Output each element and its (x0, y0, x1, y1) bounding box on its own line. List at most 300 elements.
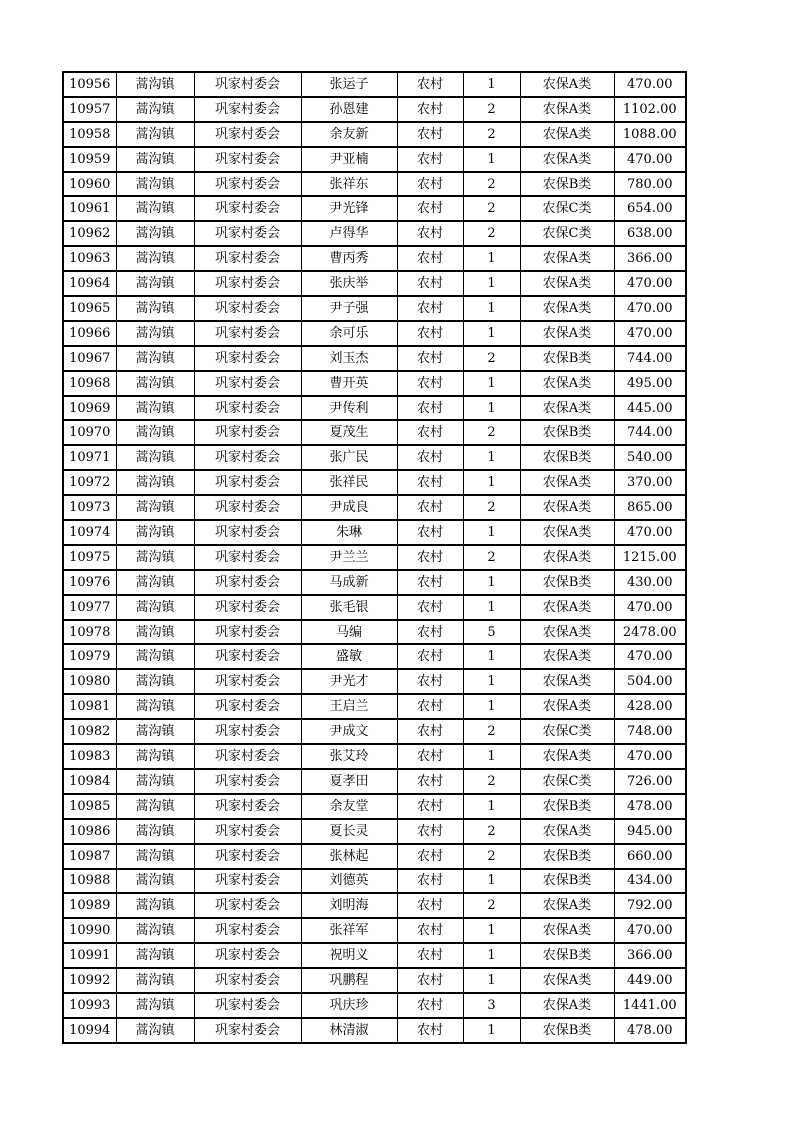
village-committee: 巩家村委会 (194, 744, 301, 769)
person-count: 2 (463, 844, 520, 869)
insurance-category: 农保B类 (520, 844, 614, 869)
village-committee: 巩家村委会 (194, 869, 301, 894)
village-committee: 巩家村委会 (194, 943, 301, 968)
village-committee: 巩家村委会 (194, 993, 301, 1018)
amount: 495.00 (614, 371, 686, 396)
village-committee: 巩家村委会 (194, 271, 301, 296)
table-row (63, 918, 686, 943)
residence-type: 农村 (397, 794, 463, 819)
person-count: 1 (463, 520, 520, 545)
person-count: 2 (463, 122, 520, 147)
residence-type: 农村 (397, 918, 463, 943)
residence-type: 农村 (397, 122, 463, 147)
table-row (63, 172, 686, 197)
village-committee: 巩家村委会 (194, 694, 301, 719)
person-name: 张祥民 (301, 470, 397, 495)
amount: 428.00 (614, 694, 686, 719)
residence-type: 农村 (397, 495, 463, 520)
residence-type: 农村 (397, 694, 463, 719)
table-row (63, 346, 686, 371)
person-count: 2 (463, 893, 520, 918)
amount: 470.00 (614, 321, 686, 346)
insurance-category: 农保A类 (520, 271, 614, 296)
residence-type: 农村 (397, 1018, 463, 1043)
person-count: 2 (463, 346, 520, 371)
record-id: 10956 (63, 72, 116, 97)
record-id: 10985 (63, 794, 116, 819)
person-name: 尹成文 (301, 719, 397, 744)
town: 蒿沟镇 (116, 396, 194, 421)
residence-type: 农村 (397, 968, 463, 993)
village-committee: 巩家村委会 (194, 1018, 301, 1043)
town: 蒿沟镇 (116, 620, 194, 645)
table-row (63, 221, 686, 246)
residence-type: 农村 (397, 869, 463, 894)
person-count: 1 (463, 869, 520, 894)
residence-type: 农村 (397, 545, 463, 570)
person-name: 刘德英 (301, 869, 397, 894)
table-row (63, 993, 686, 1018)
table-row (63, 1018, 686, 1043)
table-row (63, 744, 686, 769)
village-committee: 巩家村委会 (194, 346, 301, 371)
town: 蒿沟镇 (116, 694, 194, 719)
person-name: 祝明义 (301, 943, 397, 968)
record-id: 10974 (63, 520, 116, 545)
record-id: 10993 (63, 993, 116, 1018)
amount: 430.00 (614, 570, 686, 595)
insurance-category: 农保A类 (520, 495, 614, 520)
insurance-category: 农保A类 (520, 122, 614, 147)
town: 蒿沟镇 (116, 943, 194, 968)
village-committee: 巩家村委会 (194, 371, 301, 396)
person-count: 1 (463, 321, 520, 346)
town: 蒿沟镇 (116, 196, 194, 221)
person-count: 1 (463, 694, 520, 719)
record-id: 10957 (63, 97, 116, 122)
town: 蒿沟镇 (116, 495, 194, 520)
person-name: 朱琳 (301, 520, 397, 545)
person-name: 盛敏 (301, 644, 397, 669)
residence-type: 农村 (397, 644, 463, 669)
insurance-category: 农保B类 (520, 1018, 614, 1043)
table-row (63, 719, 686, 744)
insurance-category: 农保A类 (520, 72, 614, 97)
insurance-category: 农保A类 (520, 993, 614, 1018)
insurance-category: 农保A类 (520, 296, 614, 321)
residence-type: 农村 (397, 296, 463, 321)
town: 蒿沟镇 (116, 644, 194, 669)
table-row (63, 595, 686, 620)
town: 蒿沟镇 (116, 72, 194, 97)
amount: 865.00 (614, 495, 686, 520)
person-name: 张艾玲 (301, 744, 397, 769)
amount: 434.00 (614, 869, 686, 894)
village-committee: 巩家村委会 (194, 794, 301, 819)
person-count: 1 (463, 246, 520, 271)
person-name: 夏长灵 (301, 819, 397, 844)
person-count: 2 (463, 495, 520, 520)
village-committee: 巩家村委会 (194, 321, 301, 346)
village-committee: 巩家村委会 (194, 545, 301, 570)
residence-type: 农村 (397, 346, 463, 371)
insurance-category: 农保A类 (520, 520, 614, 545)
amount: 470.00 (614, 595, 686, 620)
table-row (63, 968, 686, 993)
table-row (63, 669, 686, 694)
insurance-category: 农保A类 (520, 545, 614, 570)
amount: 470.00 (614, 271, 686, 296)
person-count: 1 (463, 271, 520, 296)
village-committee: 巩家村委会 (194, 296, 301, 321)
amount: 1441.00 (614, 993, 686, 1018)
record-id: 10961 (63, 196, 116, 221)
person-count: 2 (463, 819, 520, 844)
amount: 470.00 (614, 520, 686, 545)
record-id: 10958 (63, 122, 116, 147)
insurance-category: 农保C类 (520, 221, 614, 246)
record-id: 10968 (63, 371, 116, 396)
table-row (63, 495, 686, 520)
person-name: 巩庆珍 (301, 993, 397, 1018)
record-id: 10967 (63, 346, 116, 371)
town: 蒿沟镇 (116, 1018, 194, 1043)
residence-type: 农村 (397, 719, 463, 744)
village-committee: 巩家村委会 (194, 221, 301, 246)
town: 蒿沟镇 (116, 520, 194, 545)
town: 蒿沟镇 (116, 893, 194, 918)
person-name: 尹光锋 (301, 196, 397, 221)
town: 蒿沟镇 (116, 595, 194, 620)
amount: 654.00 (614, 196, 686, 221)
insurance-category: 农保A类 (520, 893, 614, 918)
amount: 504.00 (614, 669, 686, 694)
record-id: 10986 (63, 819, 116, 844)
town: 蒿沟镇 (116, 968, 194, 993)
insurance-category: 农保A类 (520, 97, 614, 122)
insurance-category: 农保A类 (520, 819, 614, 844)
record-id: 10982 (63, 719, 116, 744)
table-row (63, 122, 686, 147)
residence-type: 农村 (397, 72, 463, 97)
residence-type: 农村 (397, 669, 463, 694)
person-count: 1 (463, 943, 520, 968)
record-id: 10966 (63, 321, 116, 346)
residence-type: 农村 (397, 147, 463, 172)
residence-type: 农村 (397, 172, 463, 197)
insurance-category: 农保B类 (520, 869, 614, 894)
person-name: 尹光才 (301, 669, 397, 694)
residence-type: 农村 (397, 321, 463, 346)
insurance-category: 农保C类 (520, 769, 614, 794)
table-row (63, 420, 686, 445)
insurance-category: 农保B类 (520, 346, 614, 371)
village-committee: 巩家村委会 (194, 420, 301, 445)
village-committee: 巩家村委会 (194, 819, 301, 844)
residence-type: 农村 (397, 844, 463, 869)
town: 蒿沟镇 (116, 246, 194, 271)
person-name: 张运子 (301, 72, 397, 97)
table-row (63, 545, 686, 570)
insurance-category: 农保B类 (520, 570, 614, 595)
amount: 449.00 (614, 968, 686, 993)
town: 蒿沟镇 (116, 918, 194, 943)
town: 蒿沟镇 (116, 420, 194, 445)
village-committee: 巩家村委会 (194, 97, 301, 122)
residence-type: 农村 (397, 246, 463, 271)
residence-type: 农村 (397, 520, 463, 545)
residence-type: 农村 (397, 769, 463, 794)
residence-type: 农村 (397, 993, 463, 1018)
person-count: 2 (463, 172, 520, 197)
person-count: 2 (463, 769, 520, 794)
town: 蒿沟镇 (116, 869, 194, 894)
person-name: 马编 (301, 620, 397, 645)
person-count: 2 (463, 545, 520, 570)
insurance-category: 农保A类 (520, 644, 614, 669)
amount: 540.00 (614, 445, 686, 470)
amount: 726.00 (614, 769, 686, 794)
record-id: 10970 (63, 420, 116, 445)
insurance-payment-table (62, 71, 687, 1044)
residence-type: 农村 (397, 744, 463, 769)
insurance-category: 农保A类 (520, 321, 614, 346)
person-name: 巩鹏程 (301, 968, 397, 993)
person-name: 曹丙秀 (301, 246, 397, 271)
person-name: 张祥军 (301, 918, 397, 943)
insurance-category: 农保A类 (520, 147, 614, 172)
person-count: 2 (463, 420, 520, 445)
village-committee: 巩家村委会 (194, 844, 301, 869)
person-name: 尹传利 (301, 396, 397, 421)
amount: 2478.00 (614, 620, 686, 645)
person-count: 1 (463, 296, 520, 321)
person-count: 1 (463, 371, 520, 396)
person-name: 孙恩建 (301, 97, 397, 122)
town: 蒿沟镇 (116, 819, 194, 844)
person-count: 1 (463, 968, 520, 993)
town: 蒿沟镇 (116, 744, 194, 769)
person-name: 余友堂 (301, 794, 397, 819)
person-count: 1 (463, 570, 520, 595)
record-id: 10980 (63, 669, 116, 694)
village-committee: 巩家村委会 (194, 669, 301, 694)
record-id: 10972 (63, 470, 116, 495)
amount: 1102.00 (614, 97, 686, 122)
table-row (63, 570, 686, 595)
town: 蒿沟镇 (116, 669, 194, 694)
table-row (63, 769, 686, 794)
person-count: 1 (463, 396, 520, 421)
residence-type: 农村 (397, 893, 463, 918)
person-count: 2 (463, 221, 520, 246)
record-id: 10977 (63, 595, 116, 620)
village-committee: 巩家村委会 (194, 196, 301, 221)
record-id: 10963 (63, 246, 116, 271)
residence-type: 农村 (397, 420, 463, 445)
insurance-category: 农保A类 (520, 620, 614, 645)
record-id: 10983 (63, 744, 116, 769)
person-count: 1 (463, 72, 520, 97)
village-committee: 巩家村委会 (194, 72, 301, 97)
person-name: 余可乐 (301, 321, 397, 346)
person-count: 1 (463, 595, 520, 620)
village-committee: 巩家村委会 (194, 495, 301, 520)
town: 蒿沟镇 (116, 122, 194, 147)
town: 蒿沟镇 (116, 271, 194, 296)
town: 蒿沟镇 (116, 172, 194, 197)
village-committee: 巩家村委会 (194, 246, 301, 271)
amount: 470.00 (614, 918, 686, 943)
insurance-category: 农保C类 (520, 196, 614, 221)
residence-type: 农村 (397, 620, 463, 645)
amount: 470.00 (614, 744, 686, 769)
record-id: 10992 (63, 968, 116, 993)
insurance-category: 农保A类 (520, 396, 614, 421)
amount: 792.00 (614, 893, 686, 918)
amount: 470.00 (614, 296, 686, 321)
residence-type: 农村 (397, 97, 463, 122)
person-name: 张林起 (301, 844, 397, 869)
residence-type: 农村 (397, 819, 463, 844)
insurance-category: 农保A类 (520, 694, 614, 719)
residence-type: 农村 (397, 470, 463, 495)
town: 蒿沟镇 (116, 844, 194, 869)
insurance-category: 农保A类 (520, 470, 614, 495)
person-count: 2 (463, 196, 520, 221)
amount: 470.00 (614, 147, 686, 172)
record-id: 10960 (63, 172, 116, 197)
town: 蒿沟镇 (116, 570, 194, 595)
record-id: 10979 (63, 644, 116, 669)
person-name: 张毛银 (301, 595, 397, 620)
table-row (63, 321, 686, 346)
table-row (63, 844, 686, 869)
person-name: 曹开英 (301, 371, 397, 396)
amount: 945.00 (614, 819, 686, 844)
amount: 478.00 (614, 1018, 686, 1043)
table-row (63, 371, 686, 396)
record-id: 10976 (63, 570, 116, 595)
amount: 445.00 (614, 396, 686, 421)
residence-type: 农村 (397, 595, 463, 620)
amount: 748.00 (614, 719, 686, 744)
residence-type: 农村 (397, 196, 463, 221)
table-row (63, 271, 686, 296)
table-row (63, 396, 686, 421)
table-row (63, 72, 686, 97)
residence-type: 农村 (397, 570, 463, 595)
town: 蒿沟镇 (116, 545, 194, 570)
village-committee: 巩家村委会 (194, 445, 301, 470)
table-row (63, 943, 686, 968)
insurance-category: 农保B类 (520, 420, 614, 445)
person-count: 2 (463, 97, 520, 122)
amount: 660.00 (614, 844, 686, 869)
village-committee: 巩家村委会 (194, 620, 301, 645)
amount: 1215.00 (614, 545, 686, 570)
village-committee: 巩家村委会 (194, 918, 301, 943)
person-name: 夏孝田 (301, 769, 397, 794)
record-id: 10990 (63, 918, 116, 943)
insurance-category: 农保B类 (520, 445, 614, 470)
town: 蒿沟镇 (116, 296, 194, 321)
table-row (63, 794, 686, 819)
insurance-category: 农保B类 (520, 794, 614, 819)
record-id: 10984 (63, 769, 116, 794)
person-count: 1 (463, 445, 520, 470)
table-row (63, 694, 686, 719)
person-count: 2 (463, 719, 520, 744)
person-name: 刘明海 (301, 893, 397, 918)
amount: 366.00 (614, 943, 686, 968)
insurance-category: 农保B类 (520, 943, 614, 968)
amount: 370.00 (614, 470, 686, 495)
residence-type: 农村 (397, 221, 463, 246)
insurance-category: 农保A类 (520, 918, 614, 943)
person-name: 王启兰 (301, 694, 397, 719)
amount: 478.00 (614, 794, 686, 819)
person-name: 张广民 (301, 445, 397, 470)
person-name: 马成新 (301, 570, 397, 595)
person-count: 1 (463, 147, 520, 172)
table-row (63, 196, 686, 221)
table-row (63, 147, 686, 172)
residence-type: 农村 (397, 445, 463, 470)
amount: 744.00 (614, 420, 686, 445)
town: 蒿沟镇 (116, 769, 194, 794)
table-row (63, 445, 686, 470)
amount: 638.00 (614, 221, 686, 246)
person-count: 1 (463, 794, 520, 819)
residence-type: 农村 (397, 271, 463, 296)
record-id: 10981 (63, 694, 116, 719)
person-name: 尹兰兰 (301, 545, 397, 570)
town: 蒿沟镇 (116, 346, 194, 371)
record-id: 10978 (63, 620, 116, 645)
village-committee: 巩家村委会 (194, 968, 301, 993)
insurance-category: 农保A类 (520, 371, 614, 396)
person-count: 1 (463, 644, 520, 669)
insurance-category: 农保A类 (520, 595, 614, 620)
town: 蒿沟镇 (116, 993, 194, 1018)
person-name: 尹成良 (301, 495, 397, 520)
town: 蒿沟镇 (116, 794, 194, 819)
table-row (63, 869, 686, 894)
village-committee: 巩家村委会 (194, 396, 301, 421)
village-committee: 巩家村委会 (194, 595, 301, 620)
person-name: 卢得华 (301, 221, 397, 246)
person-count: 5 (463, 620, 520, 645)
insurance-category: 农保B类 (520, 172, 614, 197)
village-committee: 巩家村委会 (194, 122, 301, 147)
person-name: 林清淑 (301, 1018, 397, 1043)
record-id: 10962 (63, 221, 116, 246)
table-row (63, 470, 686, 495)
person-count: 1 (463, 744, 520, 769)
residence-type: 农村 (397, 396, 463, 421)
village-committee: 巩家村委会 (194, 147, 301, 172)
insurance-category: 农保A类 (520, 246, 614, 271)
record-id: 10975 (63, 545, 116, 570)
record-id: 10989 (63, 893, 116, 918)
town: 蒿沟镇 (116, 470, 194, 495)
amount: 744.00 (614, 346, 686, 371)
town: 蒿沟镇 (116, 221, 194, 246)
person-name: 余友新 (301, 122, 397, 147)
table-body (63, 72, 686, 1043)
table-row (63, 893, 686, 918)
